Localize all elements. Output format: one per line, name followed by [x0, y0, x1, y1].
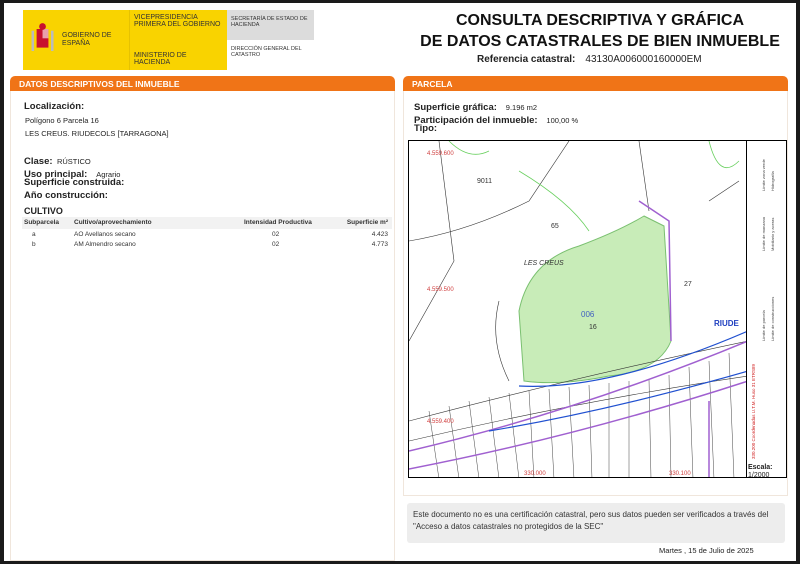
uso-label: Uso principal:	[24, 169, 88, 180]
page	[4, 3, 796, 561]
label-9011: 9011	[477, 178, 493, 185]
loc-line1: Polígono 6 Parcela 16	[25, 116, 99, 125]
cell: a	[32, 231, 36, 238]
label-les-creus: LES CREUS	[524, 260, 564, 267]
cultivo-table	[22, 217, 392, 249]
secretaria-text: SECRETARÍA DE ESTADO DE HACIENDA	[227, 10, 314, 40]
cadastral-map[interactable]	[408, 140, 747, 478]
ref-value: 43130A006000160000EM	[585, 54, 702, 65]
clase-value: RÚSTICO	[56, 157, 91, 166]
scale-label: Escala:	[748, 464, 773, 471]
map-drawing	[409, 141, 747, 478]
cell: b	[32, 241, 36, 248]
participacion-label: Participación del inmueble:	[414, 115, 538, 126]
clase-label: Clase:	[24, 156, 53, 167]
label-riude: RIUDE	[714, 319, 739, 328]
legend-item: Mobiliario y aceras	[770, 217, 775, 251]
col-cultivo: Cultivo/aprovechamiento	[74, 219, 152, 226]
title-line1: CONSULTA DESCRIPTIVA Y GRÁFICA	[455, 12, 744, 29]
uso-value: Agrario	[96, 170, 121, 179]
label-65: 65	[551, 223, 559, 230]
sup-grafica-value: 9.196 m2	[505, 103, 538, 112]
tipo-label: Tipo:	[414, 123, 438, 134]
participacion-row	[414, 110, 578, 128]
vicepresidencia-text: VICEPRESIDENCIA PRIMERA DEL GOBIERNO	[134, 14, 221, 28]
coord-x2: 330.100	[669, 471, 691, 477]
coord-y1: 4.559.600	[427, 151, 454, 157]
reference	[477, 54, 702, 65]
map-legend	[747, 140, 787, 478]
cell: 02	[272, 241, 280, 248]
coat-of-arms-icon	[29, 19, 56, 61]
col-superficie: Superficie m²	[346, 219, 388, 226]
col-subparcela: Subparcela	[24, 219, 60, 226]
cell: AM Almendro secano	[74, 241, 136, 248]
page-title	[404, 10, 796, 52]
loc-line2: LES CREUS. RIUDECOLS [TARRAGONA]	[25, 129, 169, 138]
table-header	[22, 217, 392, 229]
label-parcel: 006	[581, 310, 595, 319]
date: Martes , 15 de Julio de 2025	[659, 546, 754, 555]
table-row	[22, 239, 392, 249]
anio-label: Año construcción:	[24, 190, 108, 201]
coord-x1: 330.000	[524, 471, 546, 477]
government-logo	[23, 10, 314, 70]
cell: 4.423	[371, 231, 388, 238]
parcel-polygon	[519, 216, 671, 383]
ministerio-text: MINISTERIO DE HACIENDA	[134, 52, 187, 66]
title-line2: DE DATOS CATASTRALES DE BIEN INMUEBLE	[420, 33, 780, 50]
label-16: 16	[589, 324, 597, 331]
loc-label: Localización:	[24, 101, 85, 112]
table-row	[22, 229, 392, 239]
cell: 4.773	[371, 241, 388, 248]
coord-y3: 4.559.400	[427, 419, 454, 425]
left-header: DATOS DESCRIPTIVOS DEL INMUEBLE	[10, 76, 395, 91]
legend-item: Límite de manzana	[761, 216, 766, 251]
legend-item: Límite zona verde	[761, 159, 766, 191]
ref-label: Referencia catastral:	[477, 54, 576, 65]
legend-item: Hidrografía	[770, 171, 775, 191]
disclaimer-note: Este documento no es una certificación catastral, pero sus datos pueden ser verificados a través del "Acceso a datos catastrales no protegidos de la SEC"	[407, 503, 785, 543]
scale	[748, 464, 773, 480]
coord-y2: 4.559.500	[427, 287, 454, 293]
legend-item: Límite de parcela	[761, 310, 766, 341]
sup-construida-label: Superficie construida:	[24, 177, 125, 188]
label-27: 27	[684, 281, 692, 288]
cell: 02	[272, 231, 280, 238]
sup-grafica-label: Superficie gráfica:	[414, 102, 497, 113]
participacion-value: 100,00 %	[546, 116, 579, 125]
cell: AO Avellanos secano	[74, 231, 136, 238]
legend-item: Límite de construcciones	[770, 296, 775, 341]
gobierno-text: GOBIERNO DE ESPAÑA	[62, 31, 112, 47]
col-intensidad: Intensidad Productiva	[244, 219, 312, 226]
cultivo-title: CULTIVO	[24, 206, 63, 216]
projection-text: 330.200 Coordenadas U.T.M. Huso 31 ETRS89	[751, 363, 756, 459]
direccion-text: DIRECCIÓN GENERAL DEL CATASTRO	[231, 46, 302, 58]
scale-value: 1/2000	[748, 472, 770, 479]
right-header: PARCELA	[403, 76, 788, 91]
